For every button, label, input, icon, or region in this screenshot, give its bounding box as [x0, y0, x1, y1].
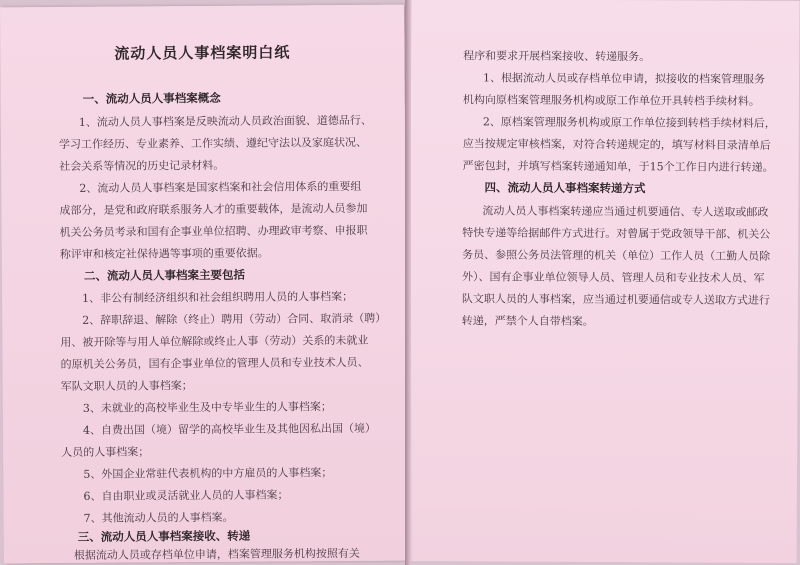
- text-line: 特快专递等给据邮件方式进行。对曾属于党政领导干部、机关公: [462, 226, 771, 241]
- document-title: 流动人员人事档案明白纸: [114, 43, 291, 63]
- text-line: 人员的人事档案；: [61, 445, 150, 460]
- text-line: 5、外国企业常驻代表机构的中方雇员的人事档案；: [83, 466, 333, 481]
- text-line: 学习工作经历、专业素养、工作实绩、遵纪守法以及家庭状况、: [58, 135, 368, 152]
- text-line: 6、自由职业或灵活就业人员的人事档案；: [83, 488, 289, 503]
- text-line: 2、辞职辞退、解除（终止）聘用（劳动）合同、取消录（聘）: [82, 311, 387, 327]
- text-line: 1、根据流动人员或存档单位申请，拟接收的档案管理服务: [483, 71, 766, 86]
- right-page: [409, 0, 800, 563]
- text-line: 程序和要求开展档案接收、转递服务。: [463, 49, 651, 64]
- section-heading: 一、流动人员人事档案概念: [82, 90, 221, 106]
- left-page: [0, 5, 408, 564]
- text-line: 流动人员人事档案转递应当通过机要通信、专人送取或邮政: [482, 204, 769, 219]
- text-line: 机关公务员考录和国有企事业单位招聘、办理政审考察、申报职: [59, 223, 368, 240]
- section-heading: 二、流动人员人事档案主要包括: [83, 267, 245, 283]
- section-heading: 三、流动人员人事档案接收、转递: [77, 528, 251, 544]
- text-line: 机构向原档案管理服务机构或原工作单位开具转档手续材料。: [462, 93, 760, 108]
- text-line: 成部分，是党和政府联系服务人才的重要载体，是流动人员参加: [59, 201, 368, 218]
- text-line: 1、流动人员人事档案是反映流动人员政治面貌、道德品行、: [78, 113, 372, 129]
- text-line: 2、流动人员人事档案是国家档案和社会信用体系的重要组: [79, 179, 362, 195]
- text-line: 根据流动人员或存档单位申请，档案管理服务机构按照有关: [73, 546, 360, 562]
- text-line: 队文职人员的人事档案，应当通过机要通信或专人送取方式进行: [461, 292, 770, 307]
- text-line: 务员、参照公务员法管理的机关（单位）工作人员（工勤人员除: [462, 248, 771, 263]
- text-line: 社会关系等情况的历史记录材料。: [59, 158, 225, 174]
- page-fold: [405, 0, 411, 565]
- text-line: 应当按规定审核档案，对符合转递规定的，填写材料目录清单后: [462, 137, 771, 152]
- text-line: 用、被开除等与用人单位解除或终止人事（劳动）关系的未就业: [60, 333, 369, 350]
- text-line: 军队文职人员的人事档案；: [60, 379, 193, 394]
- text-line: 3、未就业的高校毕业生及中专毕业生的人事档案；: [82, 400, 332, 415]
- text-line: 4、自费出国（境）留学的高校毕业生及其他因私出国（境）: [82, 421, 377, 437]
- text-line: 7、其他流动人员的人事档案。: [83, 510, 234, 525]
- text-line: 的原机关公务员，国有企事业单位的管理人员和专业技术人员、: [60, 355, 369, 372]
- text-line: 称评审和核定社保待遇等事项的重要依据。: [59, 246, 269, 262]
- section-heading: 四、流动人员人事档案转递方式: [484, 180, 646, 196]
- text-line: 2、原档案管理服务机构或原工作单位接到转档手续材料后，: [482, 115, 776, 130]
- text-line: 转递，严禁个人自带档案。: [461, 314, 594, 328]
- text-line: 外）、国有企事业单位领导人员、管理人员和专业技术人员、军: [461, 270, 765, 285]
- text-line: 严密包封，并填写档案转递通知单，于15个工作日内进行转递。: [462, 159, 774, 174]
- text-line: 1、非公有制经济组织和社会组织聘用人员的人事档案；: [82, 289, 354, 305]
